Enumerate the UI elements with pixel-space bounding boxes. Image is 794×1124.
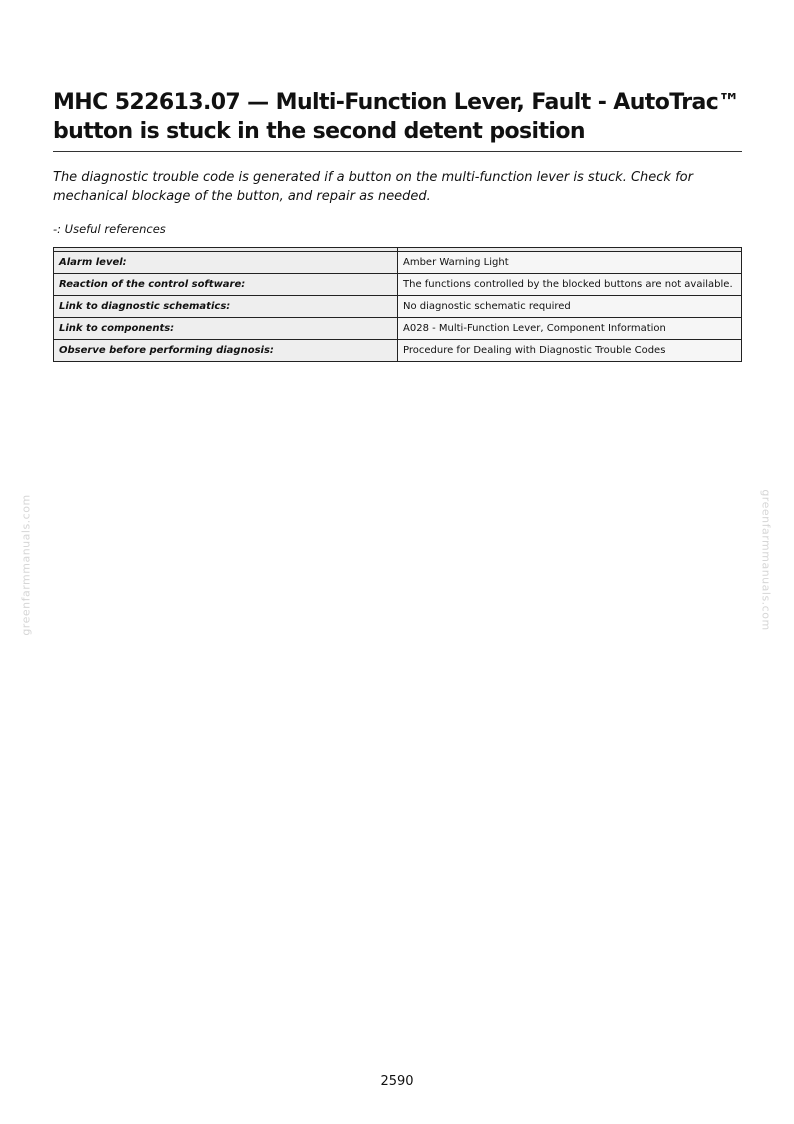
intro-paragraph: The diagnostic trouble code is generated if a button on the multi-function lever is stuck. Check for mechanical blockage of the button, and repair as needed. — [53, 170, 693, 204]
references-table — [53, 247, 742, 362]
reference-label: Observe before performing diagnosis: — [54, 340, 398, 362]
reference-value: Procedure for Dealing with Diagnostic Trouble Codes — [398, 340, 742, 362]
reference-value: Amber Warning Light — [398, 252, 742, 274]
page-title: MHC 522613.07 — Multi-Function Lever, Fault - AutoTrac™ button is stuck in the second detent position — [53, 90, 740, 144]
reference-value: The functions controlled by the blocked buttons are not available. — [398, 274, 742, 296]
reference-label: Reaction of the control software: — [54, 274, 398, 296]
reference-label: Link to diagnostic schematics: — [54, 296, 398, 318]
reference-label: Link to components: — [54, 318, 398, 340]
table-row — [54, 318, 742, 340]
watermark-right: greenfarmmanuals.com — [759, 489, 773, 631]
table-row — [54, 252, 742, 274]
title-divider — [53, 151, 742, 152]
page-number: 2590 — [380, 1074, 414, 1089]
table-row — [54, 274, 742, 296]
watermark-left: greenfarmmanuals.com — [19, 494, 33, 636]
table-row — [54, 340, 742, 362]
references-caption: -: Useful references — [53, 222, 166, 236]
reference-value: No diagnostic schematic required — [398, 296, 742, 318]
reference-value: A028 - Multi-Function Lever, Component Information — [398, 318, 742, 340]
reference-label: Alarm level: — [54, 252, 398, 274]
table-row — [54, 296, 742, 318]
